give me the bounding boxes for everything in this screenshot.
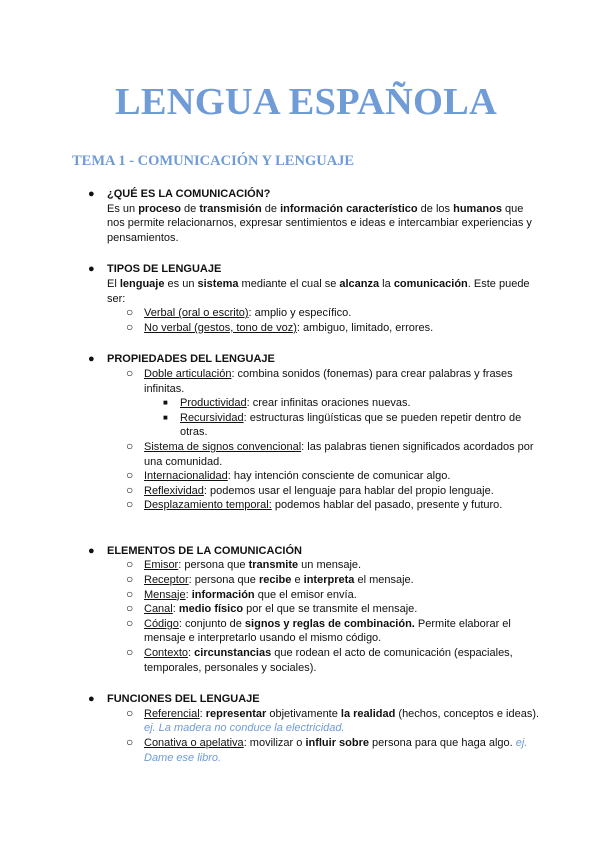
text: : podemos usar el lenguaje para hablar del propio lenguaje.	[203, 484, 494, 497]
underlined-term: Verbal (oral o escrito)	[144, 307, 249, 320]
underlined-term: Canal	[144, 603, 173, 616]
list-item	[72, 321, 540, 336]
text: : persona que	[188, 574, 259, 587]
bold-text: transmisión	[199, 202, 262, 215]
underlined-term: Productividad	[180, 397, 247, 410]
bullet-square-icon: ■	[163, 398, 168, 408]
text: Es un	[107, 202, 139, 215]
list-item-emisor	[72, 558, 540, 573]
text: (hechos, conceptos e ideas).	[395, 707, 540, 720]
text: Permite elaborar el mensaje e interpretarlo usando el mismo código.	[144, 617, 511, 645]
bold-text: signos y reglas de combinación.	[244, 617, 415, 630]
underlined-term: Internacionalidad	[144, 470, 228, 483]
text: : conjunto de	[178, 617, 245, 630]
section-heading	[72, 262, 540, 277]
bullet-dot-icon: ●	[88, 353, 95, 366]
text: : hay intención consciente de comunicar algo.	[227, 470, 451, 483]
bullet-circle-icon: ○	[126, 615, 134, 630]
text: por el que se transmite el mensaje.	[243, 603, 418, 616]
bullet-circle-icon: ○	[126, 735, 134, 749]
text: . Este puede ser:	[107, 277, 530, 305]
bold-text: transmite	[248, 559, 299, 572]
bold-text: interpreta	[303, 574, 355, 587]
bullet-circle-icon: ○	[126, 365, 134, 380]
list-item-codigo	[72, 617, 540, 646]
section-heading-text: PROPIEDADES DEL LENGUAJE	[107, 353, 275, 366]
underlined-term: Recursividad	[180, 411, 244, 424]
underlined-term: Receptor	[144, 574, 189, 587]
underlined-term: Conativa o apelativa	[144, 737, 244, 749]
bullet-circle-icon: ○	[126, 497, 134, 512]
bullet-circle-icon: ○	[126, 305, 134, 320]
underlined-term: No verbal (gestos, tono de voz)	[144, 321, 297, 334]
text: :	[172, 603, 179, 616]
bold-text: recibe	[258, 574, 292, 587]
text: de los	[417, 202, 454, 215]
bold-text: medio físico	[178, 603, 244, 616]
bullet-circle-icon: ○	[126, 586, 134, 601]
text: un mensaje.	[298, 559, 362, 572]
text: El	[107, 277, 120, 290]
text: : combina sonidos (fonemas) para crear palabras y frases infinitas.	[144, 367, 513, 395]
bullet-dot-icon: ●	[88, 188, 95, 200]
text: objetivamente	[266, 707, 341, 720]
bold-text: sistema	[197, 277, 239, 290]
list-item	[72, 306, 540, 321]
bullet-square-icon: ■	[163, 412, 168, 422]
list-item-receptor	[72, 573, 540, 588]
document-title: LENGUA ESPAÑOLA	[114, 81, 497, 123]
list-item-contexto	[72, 646, 540, 675]
bullet-circle-icon: ○	[126, 645, 134, 660]
bold-text: circunstancias	[194, 647, 272, 660]
section-heading-text: ELEMENTOS DE LA COMUNICACIÓN	[107, 544, 302, 557]
list-item-referencial	[72, 707, 540, 736]
text: el mensaje.	[354, 574, 414, 587]
text: : amplio y específico.	[248, 307, 352, 320]
text: de	[261, 202, 281, 215]
paragraph	[72, 202, 540, 246]
section-heading	[72, 544, 540, 559]
bullet-circle-icon: ○	[126, 572, 134, 587]
section-heading-text: TIPOS DE LENGUAJE	[107, 263, 222, 276]
paragraph	[72, 277, 540, 306]
underlined-term: Mensaje	[144, 588, 186, 601]
bullet-dot-icon: ●	[88, 693, 95, 706]
bullet-dot-icon: ●	[88, 263, 95, 276]
list-item-canal	[72, 602, 540, 617]
text: :	[188, 647, 195, 660]
bold-text: comunicación	[393, 277, 468, 290]
bullet-circle-icon: ○	[126, 438, 134, 453]
bullet-circle-icon: ○	[126, 601, 134, 616]
list-item-conativa	[72, 736, 540, 765]
section-heading-text: ¿QUÉ ES LA COMUNICACIÓN?	[107, 188, 271, 200]
section-heading	[72, 352, 540, 367]
text: e	[291, 574, 304, 587]
underlined-term: Referencial	[144, 707, 200, 720]
list-item	[72, 469, 540, 484]
bold-text: lenguaje	[119, 277, 165, 290]
text: persona para que haga algo.	[369, 737, 516, 749]
bold-text: humanos	[453, 202, 502, 215]
bold-text: proceso	[138, 202, 181, 215]
underlined-term: Sistema de signos convencional	[144, 440, 302, 453]
text: que rodean el acto de comunicación (espaciales, temporales, personales y sociales).	[144, 647, 513, 674]
text: : estructuras lingüísticas que se pueden repetir dentro de otras.	[180, 411, 522, 439]
bold-text: alcanza	[339, 277, 380, 290]
section-funciones-lenguaje	[72, 692, 540, 765]
bullet-dot-icon: ●	[88, 544, 95, 557]
section-propiedades-lenguaje	[72, 352, 540, 513]
bullet-circle-icon: ○	[126, 482, 134, 497]
underlined-term: Desplazamiento temporal:	[144, 499, 272, 512]
underlined-term: Emisor	[144, 559, 179, 572]
section-heading	[72, 692, 540, 707]
example-text: ej. Dame ese libro.	[144, 737, 528, 764]
underlined-term: Contexto	[144, 647, 189, 660]
text: : movilizar o	[243, 737, 306, 749]
bold-text: influir sobre	[305, 737, 369, 749]
text: : crear infinitas oraciones nuevas.	[246, 397, 411, 410]
section-heading-text: FUNCIONES DEL LENGUAJE	[107, 693, 260, 706]
text: la	[379, 277, 394, 290]
list-item-mensaje	[72, 588, 540, 603]
bold-text: información característico	[280, 202, 418, 215]
bold-text: representar	[205, 707, 267, 720]
example-text: ej. La madera no conduce la electricidad.	[144, 722, 345, 735]
bullet-circle-icon: ○	[126, 557, 134, 572]
text: :	[185, 588, 192, 601]
text: : persona que	[178, 559, 249, 572]
text: es un	[164, 277, 198, 290]
list-item	[72, 498, 540, 513]
section-que-es-comunicacion	[72, 187, 540, 245]
text: podemos hablar del pasado, presente y futuro.	[271, 499, 503, 512]
list-item	[72, 440, 540, 469]
underlined-term: Código	[144, 617, 179, 630]
text: de	[180, 202, 200, 215]
text: : ambiguo, limitado, errores.	[296, 321, 434, 334]
bold-text: la realidad	[340, 707, 396, 720]
bullet-circle-icon: ○	[126, 705, 134, 720]
text: que el emisor envía.	[254, 588, 357, 601]
sub-list-item	[72, 411, 540, 440]
list-item	[72, 484, 540, 499]
section-elementos-comunicacion	[72, 544, 540, 675]
bullet-circle-icon: ○	[126, 319, 134, 334]
list-item	[72, 367, 540, 396]
text: :	[199, 707, 206, 720]
underlined-term: Doble articulación	[144, 367, 232, 380]
section-heading	[72, 187, 540, 202]
text: que nos permite relacionarnos, expresar sentimientos e ideas e intercambiar experiencias y pensamientos.	[107, 202, 532, 244]
underlined-term: Reflexividad	[144, 484, 204, 497]
document-subtitle: TEMA 1 - COMUNICACIÓN Y LENGUAJE	[72, 153, 355, 169]
bold-text: información	[191, 588, 255, 601]
text: : las palabras tienen significados acordados por una comunidad.	[144, 440, 534, 468]
text: mediante el cual se	[238, 277, 340, 290]
bullet-circle-icon: ○	[126, 468, 134, 483]
section-tipos-lenguaje	[72, 262, 540, 335]
sub-list-item	[72, 396, 540, 411]
